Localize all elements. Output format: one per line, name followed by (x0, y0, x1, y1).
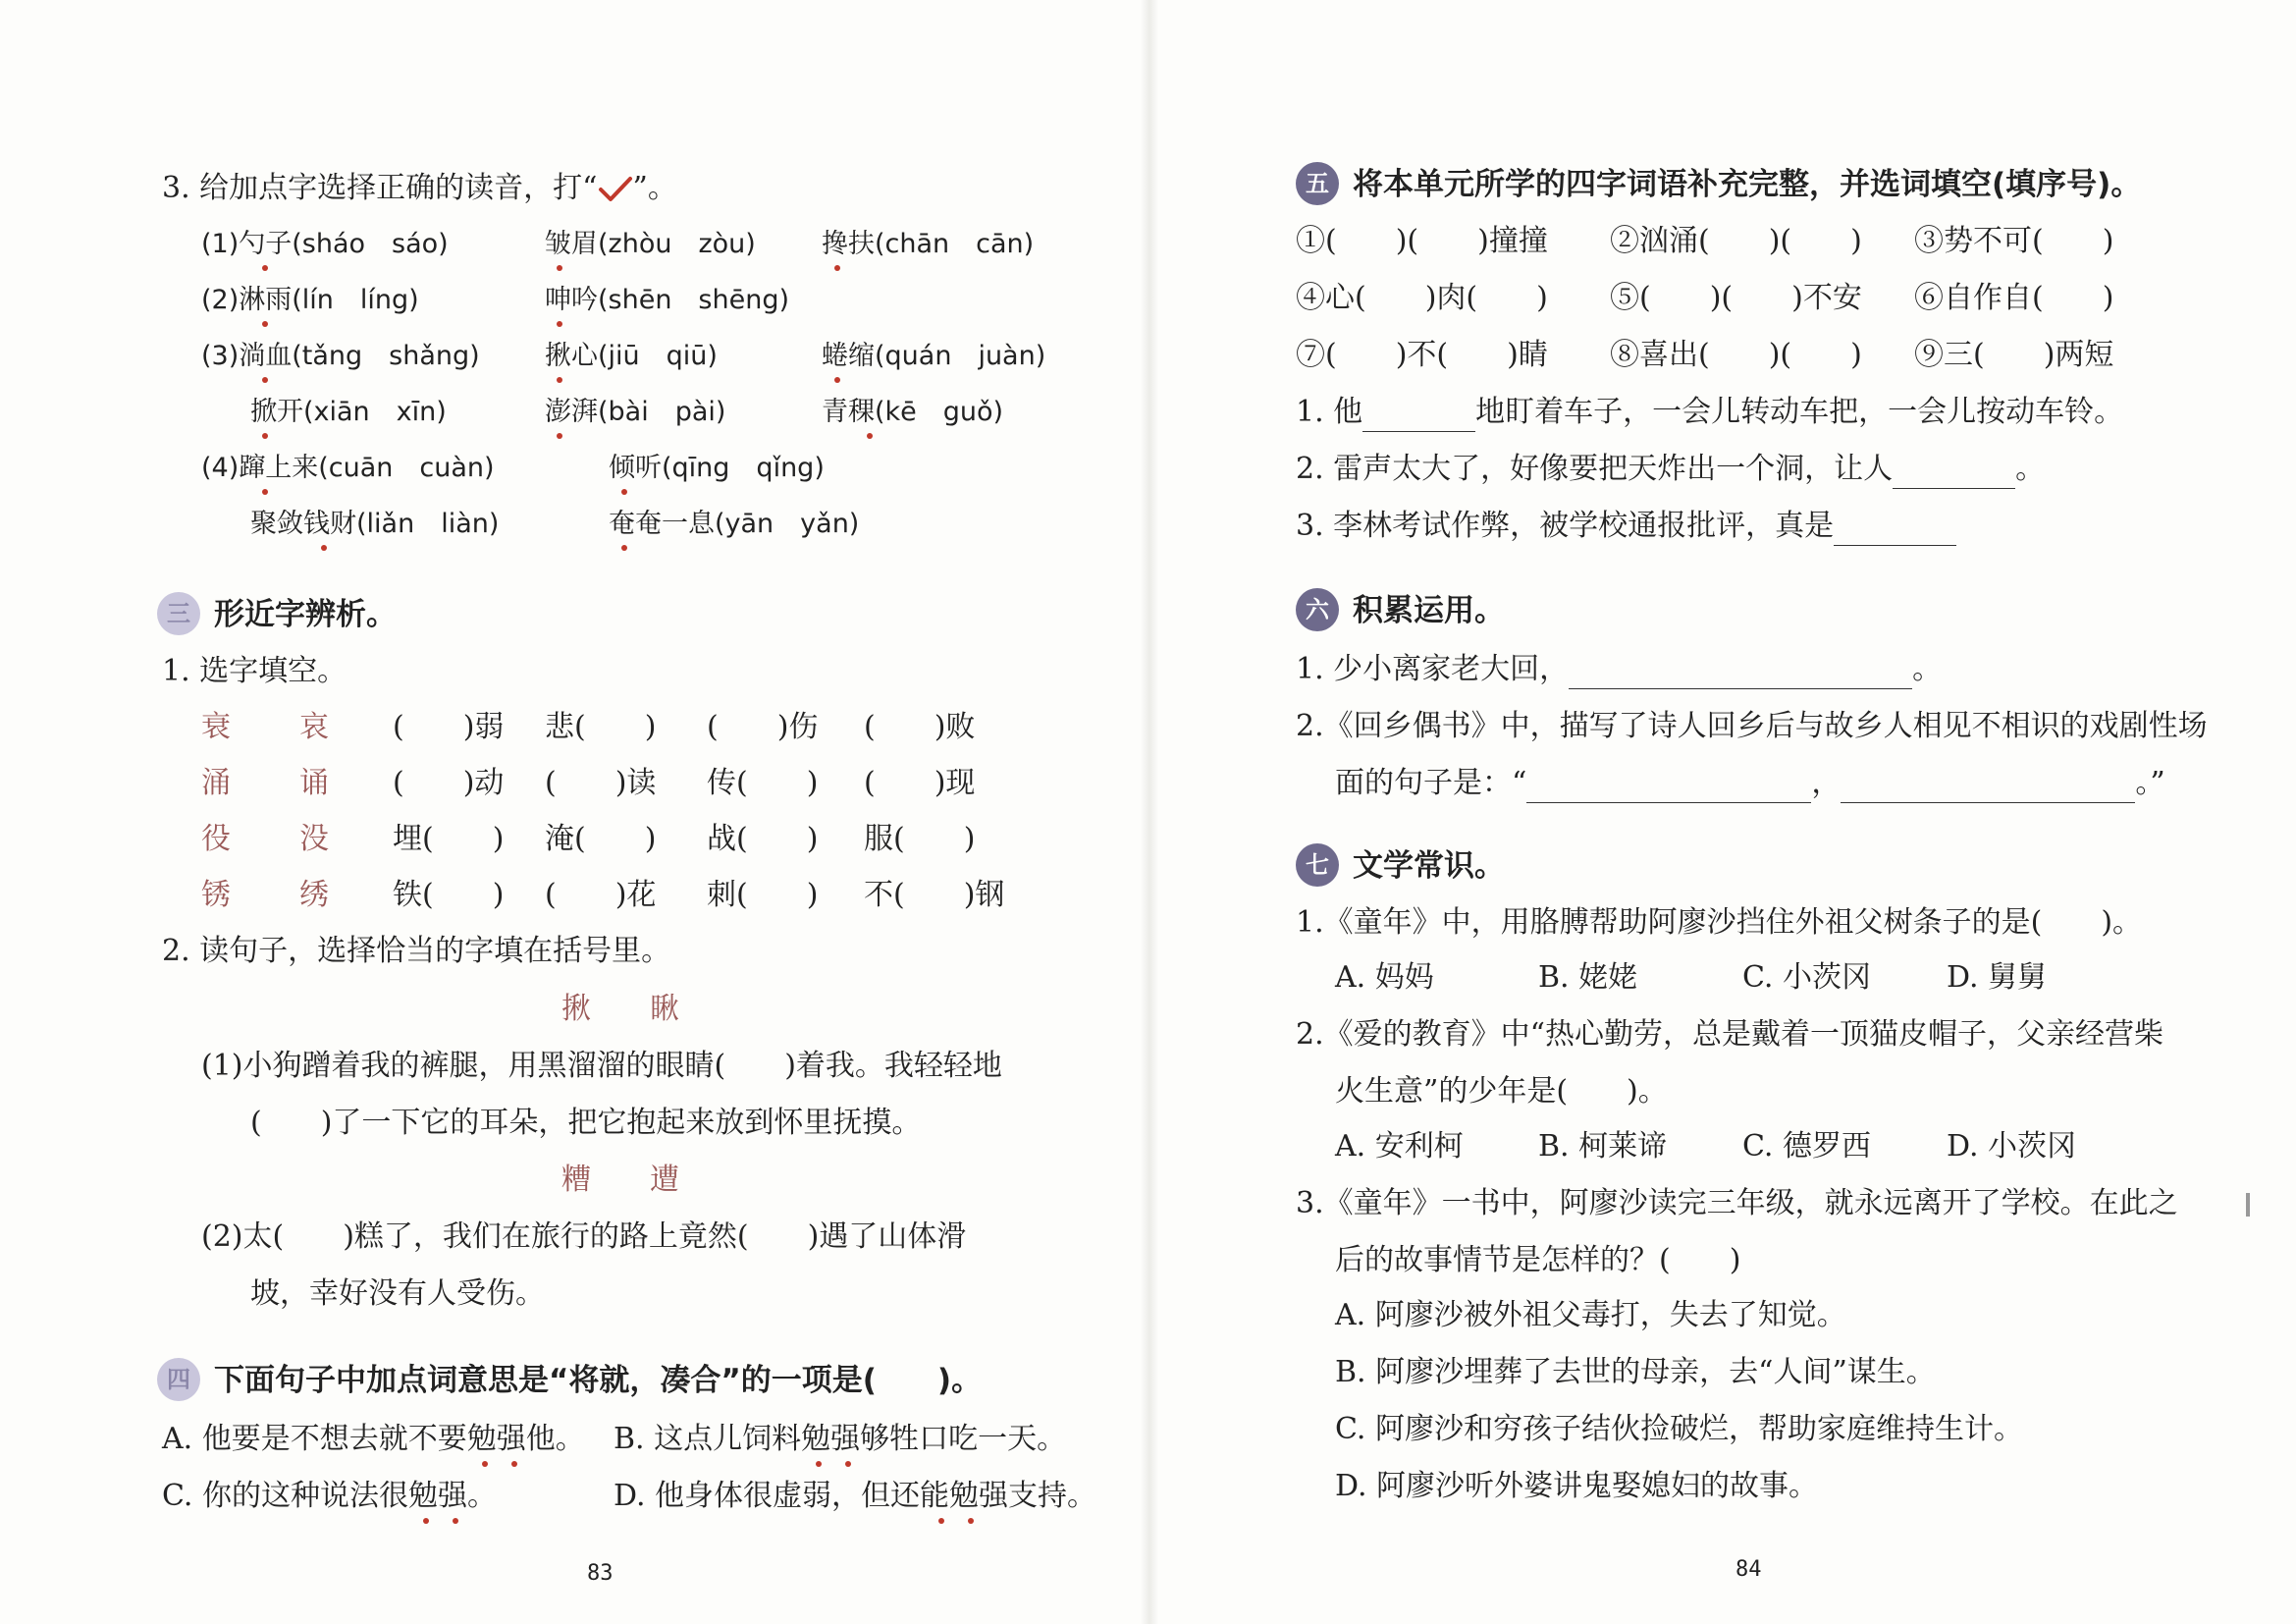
sec7-q1: 1.《童年》中，用胳膊帮助阿廖沙挡住外祖父树条子的是( )。 (1296, 905, 2143, 940)
q3-item-4c: 青稞(kē guǒ) (822, 397, 1004, 427)
q3-item-4b: 澎湃(bài pài) (545, 397, 726, 427)
emphasis-dot (262, 433, 268, 439)
section-5-title: 将本单元所学的四字词语补充完整，并选词填空(填序号)。 (1353, 167, 2142, 202)
q3-item-3a: (3)淌血(tǎng shǎng) (201, 341, 480, 371)
q3-item-3b: 揪心(jiū qiū) (545, 341, 718, 371)
sec5-s2-start: 2. 雷声太大了，好像要把天炸出一个洞，让人 (1296, 452, 1894, 486)
emphasis-dot (621, 489, 627, 495)
sec7-q1-option-b: B. 姥姥 (1538, 960, 1638, 995)
sec4-option-a: A. 他要是不想去就不要勉强他。 (162, 1422, 585, 1456)
sec3-sentence-2a: (2)太( )糕了，我们在旅行的路上竟然( )遇了山体滑 (201, 1219, 967, 1254)
q3-item-5a: (4)蹿上来(cuān cuàn) (201, 453, 495, 483)
fill-blank: 战( ) (707, 822, 819, 856)
q3-item-2b: 呻吟(shēn shēng) (545, 285, 790, 315)
answer-blank[interactable] (1893, 462, 2015, 489)
emphasis-dot (262, 321, 268, 327)
answer-blank[interactable] (1569, 663, 1912, 689)
char-pair-2b: 诵 (299, 766, 329, 800)
sec5-s1-start: 1. 他 (1296, 395, 1363, 429)
idiom-3: ③势不可( ) (1914, 224, 2114, 258)
char-choice-1: 揪 瞅 (561, 992, 679, 1026)
sec7-q2-option-b: B. 柯莱谛 (1538, 1129, 1668, 1164)
emphasis-dot (834, 265, 840, 271)
fill-blank: ( )现 (864, 766, 976, 800)
emphasis-dot (511, 1461, 517, 1467)
emphasis-dot (557, 377, 562, 383)
sec7-q2-option-c: C. 德罗西 (1742, 1129, 1871, 1164)
check-mark-icon (598, 175, 633, 204)
page-number: 84 (1735, 1557, 1762, 1582)
section-7-heading (1296, 842, 1505, 890)
page-84 (1148, 0, 2296, 1624)
sec7-q2-option-d: D. 小茨冈 (1947, 1129, 2077, 1164)
char-choice-2: 糟 遭 (561, 1163, 679, 1197)
emphasis-dot (557, 265, 562, 271)
fill-blank: 埋( ) (393, 822, 505, 856)
fill-blank: 服( ) (864, 822, 976, 856)
sec7-q1-option-c: C. 小茨冈 (1742, 960, 1871, 995)
sec3-sentence-1a: (1)小狗蹭着我的裤腿，用黑溜溜的眼睛( )着我。我轻轻地 (201, 1049, 1002, 1083)
section-6-badge: 六 (1296, 588, 1339, 631)
emphasis-dot (557, 321, 562, 327)
q3-item-2a: (2)淋雨(lín líng) (201, 285, 419, 315)
char-pair-4b: 绣 (299, 878, 329, 912)
sec3-sentence-1b: ( )了一下它的耳朵，把它抱起来放到怀里抚摸。 (250, 1106, 922, 1140)
emphasis-dot (453, 1518, 458, 1524)
sec5-sentence-2 (1296, 450, 2045, 489)
sec7-q3-line1: 3.《童年》一书中，阿廖沙读完三年级，就永远离开了学校。在此之 (1296, 1186, 2178, 1220)
sec3-q2: 2. 读句子，选择恰当的字填在括号里。 (162, 934, 671, 968)
char-pair-4a: 锈 (201, 878, 231, 912)
sec7-q3-option-c: C. 阿廖沙和穷孩子结伙捡破烂，帮助家庭维持生计。 (1335, 1412, 2023, 1446)
fill-blank: 不( )钢 (864, 878, 1005, 912)
section-4-badge: 四 (157, 1358, 200, 1401)
char-pair-2a: 涌 (201, 766, 231, 800)
section-7-title: 文学常识。 (1353, 848, 1505, 884)
emphasis-dot (321, 545, 327, 551)
q3-item-5b: 倾听(qīng qǐng) (609, 453, 825, 483)
answer-blank[interactable] (1834, 519, 1956, 546)
fill-blank: ( )动 (393, 766, 505, 800)
fill-blank: 悲( ) (545, 710, 657, 744)
sec7-q2-line1: 2.《爱的教育》中“热心勤劳，总是戴着一顶猫皮帽子，父亲经营柴 (1296, 1017, 2163, 1052)
fill-blank: ( )伤 (707, 710, 819, 744)
idiom-9: ⑨三( )两短 (1914, 338, 2114, 372)
sec3-q1: 1. 选字填空。 (162, 654, 347, 688)
fill-blank: 刺( ) (707, 878, 819, 912)
fill-blank: ( )读 (545, 766, 657, 800)
q3-item-1b: 皱眉(zhòu zòu) (545, 229, 756, 259)
sec7-q2-line2: 火生意”的少年是( )。 (1335, 1074, 1668, 1109)
sec6-q1-end: 。 (1912, 652, 1943, 686)
sec6-q1 (1296, 650, 1942, 689)
emphasis-dot (968, 1518, 974, 1524)
answer-blank[interactable] (1362, 406, 1475, 432)
answer-blank[interactable] (1526, 777, 1811, 803)
section-4-title: 下面句子中加点词意思是“将就，凑合”的一项是( )。 (214, 1363, 983, 1398)
q3-title (162, 169, 677, 208)
idiom-5: ⑤( )( )不安 (1610, 281, 1862, 315)
emphasis-dot (262, 265, 268, 271)
fill-blank: ( )败 (864, 710, 976, 744)
sec6-q2-line1: 2.《回乡偶书》中，描写了诗人回乡后与故乡人相见不相识的戏剧性场 (1296, 709, 2208, 743)
emphasis-dot (423, 1518, 429, 1524)
sec5-sentence-3 (1296, 507, 1956, 546)
q3-item-4a: 掀开(xiān xīn) (250, 397, 447, 427)
char-pair-1b: 哀 (299, 710, 329, 744)
q3-item-1c: 搀扶(chān cān) (822, 229, 1035, 259)
sec6-q2-start: 面的句子是：“ (1335, 766, 1527, 800)
section-5-heading (1296, 161, 2141, 208)
emphasis-dot (938, 1518, 944, 1524)
answer-blank[interactable] (1841, 777, 2135, 803)
q3-item-6b: 奄奄一息(yān yǎn) (609, 509, 860, 539)
section-3-title: 形近字辨析。 (214, 597, 397, 632)
section-6-heading (1296, 587, 1505, 634)
sec7-q3-line2: 后的故事情节是怎样的？( ) (1335, 1243, 1741, 1277)
sec7-q1-option-d: D. 舅舅 (1947, 960, 2048, 995)
sec7-q1-option-a: A. 妈妈 (1335, 960, 1434, 995)
char-pair-3a: 役 (201, 822, 231, 856)
sec5-s2-end: 。 (2015, 452, 2046, 486)
q3-title-text: 3. 给加点字选择正确的读音，打“ (162, 171, 598, 205)
sec3-sentence-2b: 坡，幸好没有人受伤。 (250, 1276, 545, 1311)
sec7-q3-option-d: D. 阿廖沙听外婆讲鬼娶媳妇的故事。 (1335, 1469, 1819, 1503)
fill-blank: 传( ) (707, 766, 819, 800)
q3-item-6a: 聚敛钱财(liǎn liàn) (250, 509, 500, 539)
q3-item-1a: (1)勺子(sháo sáo) (201, 229, 449, 259)
fill-blank: 铁( ) (393, 878, 505, 912)
sec5-s3-start: 3. 李林考试作弊，被学校通报批评，真是 (1296, 509, 1835, 543)
emphasis-dot (621, 545, 627, 551)
sec4-option-c: C. 你的这种说法很勉强。 (162, 1479, 497, 1513)
emphasis-dot (262, 489, 268, 495)
sec6-q2-end: 。” (2135, 766, 2165, 800)
q3-item-3c: 蜷缩(quán juàn) (822, 341, 1046, 371)
emphasis-dot (845, 1461, 851, 1467)
emphasis-dot (262, 377, 268, 383)
sec5-sentence-1 (1296, 393, 2123, 432)
idiom-2: ②汹涌( )( ) (1610, 224, 1862, 258)
section-7-badge: 七 (1296, 843, 1339, 887)
fill-blank: ( )花 (545, 878, 657, 912)
idiom-8: ⑧喜出( )( ) (1610, 338, 1862, 372)
sec7-q3-option-b: B. 阿廖沙埋葬了去世的母亲，去“人间”谋生。 (1335, 1355, 1936, 1389)
sec6-q1-start: 1. 少小离家老大回， (1296, 652, 1570, 686)
section-6-title: 积累运用。 (1353, 593, 1505, 628)
idiom-7: ⑦( )不( )睛 (1296, 338, 1548, 372)
fill-blank: 淹( ) (545, 822, 657, 856)
section-5-badge: 五 (1296, 162, 1339, 205)
q3-title-end: ”。 (632, 171, 677, 205)
idiom-4: ④心( )肉( ) (1296, 281, 1548, 315)
sec4-option-b: B. 这点儿饲料勉强够牲口吃一天。 (614, 1422, 1067, 1456)
sec7-q2-option-a: A. 安利柯 (1335, 1129, 1464, 1164)
char-pair-3b: 没 (299, 822, 329, 856)
emphasis-dot (834, 377, 840, 383)
emphasis-dot (867, 433, 873, 439)
sec7-q3-option-a: A. 阿廖沙被外祖父毒打，失去了知觉。 (1335, 1298, 1846, 1332)
section-4-heading (157, 1357, 982, 1404)
emphasis-dot (557, 433, 562, 439)
idiom-1: ①( )( )撞撞 (1296, 224, 1548, 258)
edge-mark (2246, 1193, 2250, 1217)
sec6-q2-comma: ， (1811, 766, 1842, 800)
section-3-badge: 三 (157, 592, 200, 635)
idiom-6: ⑥自作自( ) (1914, 281, 2114, 315)
emphasis-dot (816, 1461, 822, 1467)
sec4-option-d: D. 他身体很虚弱，但还能勉强支持。 (614, 1479, 1097, 1513)
sec6-q2-line2 (1335, 764, 2165, 803)
page-number: 83 (587, 1561, 614, 1586)
sec5-s1-end: 地盯着车子，一会儿转动车把，一会儿按动车铃。 (1475, 395, 2124, 429)
fill-blank: ( )弱 (393, 710, 505, 744)
section-3-heading (157, 591, 397, 638)
char-pair-1a: 衰 (201, 710, 231, 744)
emphasis-dot (482, 1461, 488, 1467)
